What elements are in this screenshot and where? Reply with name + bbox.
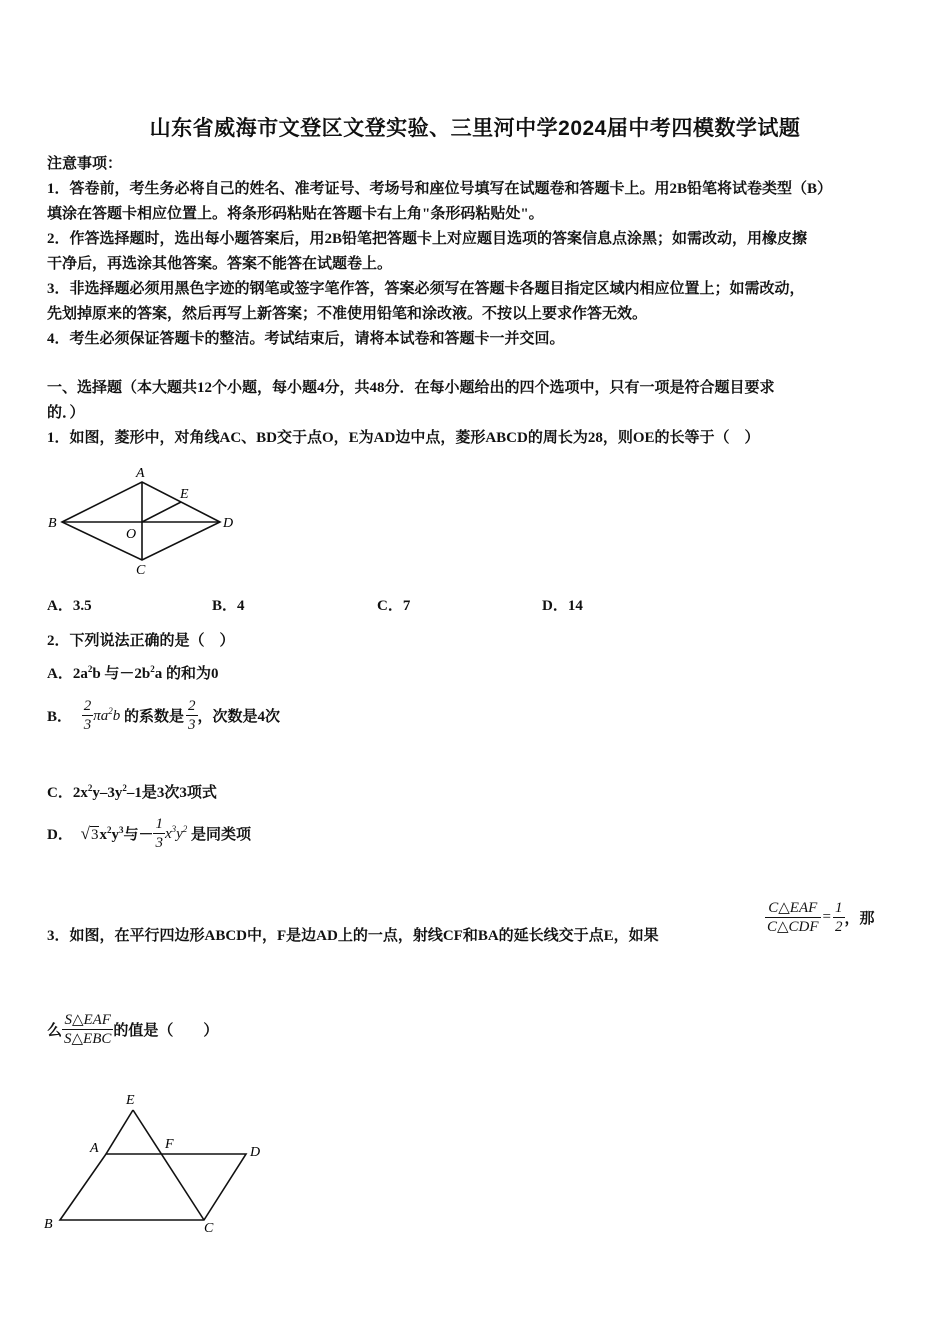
q2b-tail: ，次数是4次 (197, 709, 281, 725)
q3-c-num: C△EAF (765, 899, 821, 918)
q3-perimeter-ratio (765, 899, 875, 936)
q3-l2tail: 的值是（ ） (113, 1023, 219, 1039)
q2c-part2: y–3y (92, 785, 123, 801)
q3-label-f: F (165, 1137, 174, 1152)
q1-rhombus-figure (40, 460, 240, 580)
q2d-fraction (153, 815, 165, 852)
q2d-e2: 2 (182, 824, 188, 834)
q2d-y: y (111, 827, 119, 843)
q1-label-c: C (136, 563, 146, 578)
notice-line-4: 4．考生必须保证答题卡的整洁。考试结束后，请将本试卷和答题卡一并交回。 (47, 331, 565, 347)
q2-option-c (47, 781, 217, 802)
q3-s-fraction (62, 1011, 113, 1048)
q1-label-e: E (180, 487, 189, 502)
notice-line-2b: 干净后，再选涂其他答案。答案不能答在试题卷上。 (47, 256, 393, 272)
q2-stem: 2．下列说法正确的是（ ） (47, 633, 235, 649)
q3-parallelogram-figure (38, 1088, 278, 1238)
q2d-radicand: 3 (90, 826, 99, 843)
notice-line-3a: 3．非选择题必须用黑色字迹的钢笔或签字笔作答，答案必须写在答题卡各题目指定区域内相应位置上；如需改动， (47, 281, 805, 297)
q2c-sup1: 2 (87, 783, 93, 793)
sqrt-icon: √ (80, 823, 90, 843)
q3-r-den: 2 (835, 919, 843, 935)
q2b-fraction-2 (186, 697, 198, 734)
q2d-frac-den: 3 (155, 835, 163, 851)
q2b-frac-num: 2 (83, 698, 92, 714)
q3-c-fraction (765, 899, 821, 936)
q3-label-c: C (204, 1221, 214, 1236)
q2d-x: x (99, 827, 107, 843)
q2a-sup1: 2 (87, 664, 93, 674)
q1-label-o: O (126, 527, 137, 542)
q2d-frac-num: 1 (155, 816, 163, 832)
q2c-sup2: 2 (122, 783, 127, 793)
q2a-sup2: 2 (150, 664, 155, 674)
q3-label-b: B (44, 1217, 53, 1232)
q2a-part2: b 与－2b (92, 666, 151, 682)
page-title: 山东省威海市文登区文登实验、三里河中学2024届中考四模数学试题 (149, 117, 801, 140)
q3-stem: 3．如图，在平行四边形ABCD中，F是边AD上的一点，射线CF和BA的延长线交于点E，如果 (47, 928, 659, 944)
q2d-y2: y (176, 826, 183, 842)
q3-label-d: D (250, 1145, 261, 1160)
q1-option-d: D．14 (542, 598, 583, 614)
q1-option-c: C．7 (377, 598, 411, 614)
q2d-sup1: 2 (106, 825, 112, 835)
q2-option-d (47, 815, 251, 852)
q3-line-2 (47, 1011, 218, 1048)
q2-option-a (47, 662, 219, 683)
q3-s-num: S△EAF (62, 1011, 113, 1030)
notice-line-1a: 1．答卷前，考生务必将自己的姓名、准考证号、考场号和座位号填写在试题卷和答题卡上。用2B铅笔将试卷类型（B） (47, 181, 833, 197)
q2d-label: D． (47, 827, 73, 843)
q2a-part3: a 的和为0 (154, 666, 219, 682)
q2d-tail: 是同类项 (187, 827, 252, 843)
q3-r-fraction (833, 899, 845, 936)
q1-label-a: A (136, 466, 145, 481)
notice-line-1b: 填涂在答题卡相应位置上。将条形码粘贴在答题卡右上角"条形码粘贴处"。 (47, 206, 544, 222)
q2d-e3: 3 (171, 824, 177, 834)
q2b-exp: 2 (108, 706, 113, 716)
q2c-part3: –1是3次3项式 (126, 785, 217, 801)
section-heading-a: 一、选择题（本大题共12个小题，每小题4分，共48分．在每小题给出的四个选项中，只有一项是符合题目要求 (47, 380, 775, 396)
q3-label-a: A (90, 1141, 99, 1156)
q2c-part1: C．2x (47, 785, 88, 801)
q1-option-a: A．3.5 (47, 598, 92, 614)
q2b-label: B． (47, 709, 73, 725)
q2b-pi-a: πa (93, 708, 109, 724)
q2-option-b (47, 697, 280, 734)
q3-l2pre: 么 (47, 1023, 63, 1039)
q2b-fraction (82, 697, 94, 734)
q3-label-e: E (126, 1093, 135, 1108)
notice-line-2a: 2．作答选择题时，选出每小题答案后，用2B铅笔把答题卡上对应题目选项的答案信息点涂黑；如需改动，用橡皮擦 (47, 231, 808, 247)
notice-line-3b: 先划掉原来的答案，然后再写上新答案；不准使用铅笔和涂改液。不按以上要求作答无效。 (47, 306, 648, 322)
q1-option-b: B．4 (212, 598, 245, 614)
q3-equals: = (822, 909, 832, 925)
notice-heading: 注意事项： (47, 156, 123, 172)
q3-s-den: S△EBC (64, 1031, 112, 1047)
q2d-sup2: 3 (118, 825, 124, 835)
section-heading-b: 的．） (47, 405, 85, 421)
q1-stem: 1．如图，菱形中，对角线AC、BD交于点O，E为AD边中点，菱形ABCD的周长为28，则OE的长等于（ ） (47, 430, 760, 446)
q3-tail: ，那 (844, 911, 875, 927)
q1-label-b: B (48, 516, 57, 531)
q3-r-num: 1 (835, 900, 843, 916)
q2b-frac-den: 3 (83, 717, 92, 733)
q3-c-den: C△CDF (767, 919, 819, 935)
q2b-b: b (112, 708, 121, 724)
q2b-mid: 的系数是 (120, 709, 185, 725)
q1-label-d: D (223, 516, 234, 531)
q2d-sqrt (80, 823, 100, 843)
q2b-frac2-num: 2 (188, 698, 196, 714)
q2b-frac2-den: 3 (188, 717, 196, 733)
q2d-x2: x (164, 826, 172, 842)
q2d-and: 与－ (123, 827, 154, 843)
q2a-part1: A．2a (47, 666, 88, 682)
